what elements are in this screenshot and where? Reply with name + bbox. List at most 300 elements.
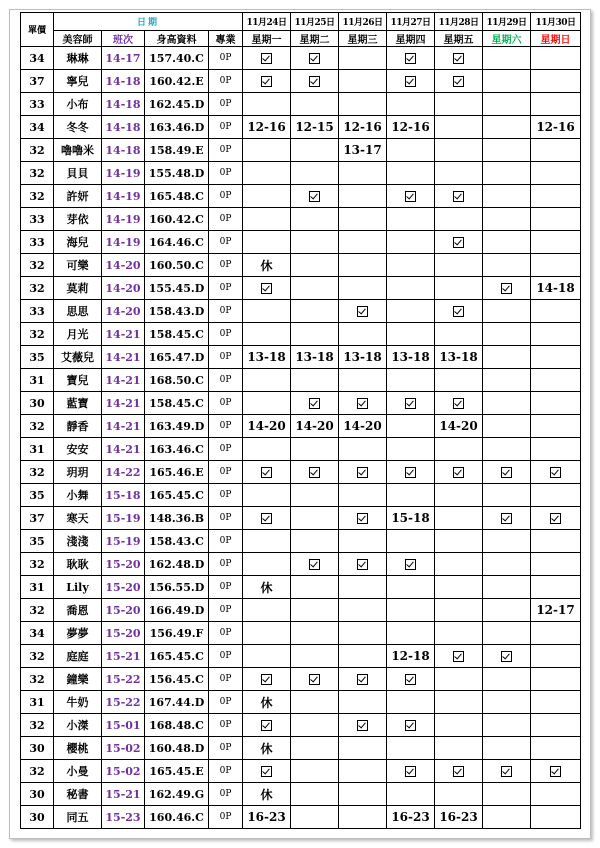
checkbox-checked-icon — [309, 559, 320, 570]
day-cell — [243, 47, 291, 70]
class-cell: 15-21 — [102, 645, 145, 668]
day-cell — [339, 599, 387, 622]
day-cell — [387, 599, 435, 622]
class-cell: 14-21 — [102, 438, 145, 461]
table-row — [21, 530, 581, 553]
class-cell: 15-02 — [102, 737, 145, 760]
day-cell — [243, 162, 291, 185]
header-name: 美容師 — [54, 31, 102, 47]
checkbox-checked-icon — [357, 720, 368, 731]
class-cell: 15-01 — [102, 714, 145, 737]
day-cell — [483, 392, 531, 415]
day-cell — [435, 139, 483, 162]
price-cell: 33 — [21, 231, 54, 254]
price-cell: 34 — [21, 116, 54, 139]
special-cell: 0P — [209, 553, 243, 576]
day-cell: 12-17 — [531, 599, 581, 622]
name-cell: 小布 — [54, 93, 102, 116]
table-row — [21, 392, 581, 415]
body-cell: 155.45.D — [145, 277, 209, 300]
day-cell — [291, 599, 339, 622]
checkbox-checked-icon — [261, 513, 272, 524]
day-cell: 14-18 — [531, 277, 581, 300]
day-cell — [435, 231, 483, 254]
day-cell — [483, 645, 531, 668]
day-cell — [435, 599, 483, 622]
name-cell: 月光 — [54, 323, 102, 346]
day-cell — [531, 714, 581, 737]
day-cell: 13-18 — [339, 346, 387, 369]
day-cell — [435, 645, 483, 668]
name-cell: 許妍 — [54, 185, 102, 208]
class-cell: 14-21 — [102, 346, 145, 369]
special-cell: 0P — [209, 369, 243, 392]
table-row — [21, 116, 581, 139]
day-cell — [483, 806, 531, 829]
special-cell: 0P — [209, 116, 243, 139]
name-cell: 牛奶 — [54, 691, 102, 714]
day-cell — [387, 783, 435, 806]
body-cell: 156.49.F — [145, 622, 209, 645]
day-cell — [435, 116, 483, 139]
class-cell: 14-19 — [102, 162, 145, 185]
day-cell — [435, 576, 483, 599]
day-cell — [291, 323, 339, 346]
body-cell: 165.46.E — [145, 461, 209, 484]
body-cell: 163.46.C — [145, 438, 209, 461]
table-row — [21, 346, 581, 369]
header-date: 11月27日 — [387, 13, 435, 31]
day-cell — [483, 139, 531, 162]
checkbox-checked-icon — [309, 398, 320, 409]
special-cell: 0P — [209, 576, 243, 599]
class-cell: 15-23 — [102, 806, 145, 829]
day-cell: 休 — [243, 254, 291, 277]
day-cell — [435, 461, 483, 484]
name-cell: 可樂 — [54, 254, 102, 277]
day-cell — [291, 760, 339, 783]
day-cell — [531, 737, 581, 760]
special-cell: 0P — [209, 484, 243, 507]
special-cell: 0P — [209, 438, 243, 461]
day-cell — [435, 369, 483, 392]
day-cell — [435, 185, 483, 208]
day-cell — [435, 553, 483, 576]
day-cell — [435, 323, 483, 346]
body-cell: 158.43.D — [145, 300, 209, 323]
special-cell: 0P — [209, 185, 243, 208]
day-cell — [339, 369, 387, 392]
name-cell: 寧兒 — [54, 70, 102, 93]
day-cell — [339, 438, 387, 461]
price-cell: 32 — [21, 760, 54, 783]
special-cell: 0P — [209, 806, 243, 829]
class-cell: 15-18 — [102, 484, 145, 507]
day-cell — [483, 576, 531, 599]
day-cell — [291, 714, 339, 737]
class-cell: 14-17 — [102, 47, 145, 70]
name-cell: 庭庭 — [54, 645, 102, 668]
header-weekday: 星期三 — [339, 31, 387, 47]
checkbox-checked-icon — [405, 398, 416, 409]
price-cell: 34 — [21, 622, 54, 645]
day-cell — [339, 461, 387, 484]
price-cell: 30 — [21, 783, 54, 806]
day-cell — [291, 47, 339, 70]
day-cell — [387, 461, 435, 484]
checkbox-checked-icon — [405, 674, 416, 685]
day-cell — [435, 622, 483, 645]
day-cell — [483, 70, 531, 93]
day-cell: 14-20 — [291, 415, 339, 438]
table-row — [21, 599, 581, 622]
table-row — [21, 231, 581, 254]
table-row — [21, 254, 581, 277]
checkbox-checked-icon — [453, 53, 464, 64]
day-cell — [243, 392, 291, 415]
day-cell — [387, 760, 435, 783]
special-cell: 0P — [209, 714, 243, 737]
day-cell — [531, 530, 581, 553]
price-cell: 32 — [21, 553, 54, 576]
name-cell: 芽依 — [54, 208, 102, 231]
day-cell — [291, 70, 339, 93]
body-cell: 160.42.C — [145, 208, 209, 231]
day-cell — [243, 484, 291, 507]
header-date: 11月25日 — [291, 13, 339, 31]
table-row — [21, 668, 581, 691]
day-cell — [435, 277, 483, 300]
checkbox-checked-icon — [357, 559, 368, 570]
name-cell: 琳琳 — [54, 47, 102, 70]
name-cell: 玥玥 — [54, 461, 102, 484]
day-cell — [339, 70, 387, 93]
day-cell — [243, 553, 291, 576]
class-cell: 14-18 — [102, 116, 145, 139]
day-cell — [531, 185, 581, 208]
special-cell: 0P — [209, 162, 243, 185]
day-cell — [243, 208, 291, 231]
day-cell — [243, 93, 291, 116]
header-date: 11月24日 — [243, 13, 291, 31]
day-cell — [531, 323, 581, 346]
day-cell: 16-23 — [243, 806, 291, 829]
header-price: 單價 — [21, 13, 54, 47]
day-cell — [435, 691, 483, 714]
special-cell: 0P — [209, 737, 243, 760]
table-row — [21, 139, 581, 162]
body-cell: 165.45.E — [145, 760, 209, 783]
table-row — [21, 415, 581, 438]
day-cell — [339, 254, 387, 277]
day-cell — [483, 47, 531, 70]
day-cell — [387, 208, 435, 231]
header-weekday-sunday: 星期日 — [531, 31, 581, 47]
day-cell — [387, 691, 435, 714]
checkbox-checked-icon — [309, 467, 320, 478]
price-cell: 37 — [21, 507, 54, 530]
day-cell: 13-17 — [339, 139, 387, 162]
table-row — [21, 208, 581, 231]
day-cell — [243, 185, 291, 208]
day-cell — [435, 484, 483, 507]
name-cell: 小曼 — [54, 760, 102, 783]
name-cell: 淺淺 — [54, 530, 102, 553]
name-cell: 嚕嚕米 — [54, 139, 102, 162]
checkbox-checked-icon — [453, 76, 464, 87]
checkbox-checked-icon — [501, 651, 512, 662]
day-cell — [243, 714, 291, 737]
name-cell: 靜香 — [54, 415, 102, 438]
header-body: 身高資料 — [145, 31, 209, 47]
day-cell: 休 — [243, 576, 291, 599]
class-cell: 15-02 — [102, 760, 145, 783]
day-cell: 14-20 — [243, 415, 291, 438]
day-cell — [291, 806, 339, 829]
day-cell — [483, 346, 531, 369]
name-cell: 喬恩 — [54, 599, 102, 622]
name-cell: Lily — [54, 576, 102, 599]
name-cell: 寒天 — [54, 507, 102, 530]
checkbox-checked-icon — [357, 306, 368, 317]
checkbox-checked-icon — [405, 559, 416, 570]
checkbox-checked-icon — [357, 398, 368, 409]
special-cell: 0P — [209, 645, 243, 668]
day-cell — [483, 277, 531, 300]
name-cell: 藍寶 — [54, 392, 102, 415]
day-cell — [339, 576, 387, 599]
price-cell: 31 — [21, 369, 54, 392]
price-cell: 33 — [21, 208, 54, 231]
day-cell — [339, 737, 387, 760]
body-cell: 160.48.D — [145, 737, 209, 760]
special-cell: 0P — [209, 691, 243, 714]
special-cell: 0P — [209, 622, 243, 645]
day-cell — [387, 300, 435, 323]
day-cell: 休 — [243, 783, 291, 806]
price-cell: 30 — [21, 392, 54, 415]
body-cell: 160.46.C — [145, 806, 209, 829]
special-cell: 0P — [209, 300, 243, 323]
day-cell — [339, 645, 387, 668]
name-cell: 冬冬 — [54, 116, 102, 139]
checkbox-checked-icon — [453, 191, 464, 202]
header-weekday: 星期四 — [387, 31, 435, 47]
checkbox-checked-icon — [550, 467, 561, 478]
day-cell — [291, 438, 339, 461]
class-cell: 14-22 — [102, 461, 145, 484]
table-row — [21, 484, 581, 507]
name-cell: 安安 — [54, 438, 102, 461]
day-cell — [531, 484, 581, 507]
day-cell — [387, 369, 435, 392]
special-cell: 0P — [209, 93, 243, 116]
class-cell: 15-20 — [102, 576, 145, 599]
class-cell: 15-20 — [102, 599, 145, 622]
checkbox-checked-icon — [405, 467, 416, 478]
day-cell: 13-18 — [387, 346, 435, 369]
day-cell — [435, 668, 483, 691]
special-cell: 0P — [209, 208, 243, 231]
day-cell — [531, 300, 581, 323]
day-cell — [531, 691, 581, 714]
day-cell — [291, 277, 339, 300]
day-cell — [531, 645, 581, 668]
table-row — [21, 47, 581, 70]
day-cell — [291, 484, 339, 507]
day-cell — [483, 116, 531, 139]
body-cell: 167.44.D — [145, 691, 209, 714]
day-cell — [531, 139, 581, 162]
day-cell — [531, 415, 581, 438]
body-cell: 163.49.D — [145, 415, 209, 438]
table-row — [21, 737, 581, 760]
day-cell — [531, 70, 581, 93]
body-cell: 158.49.E — [145, 139, 209, 162]
name-cell: 寶兒 — [54, 369, 102, 392]
checkbox-checked-icon — [357, 674, 368, 685]
table-row — [21, 369, 581, 392]
day-cell: 14-20 — [339, 415, 387, 438]
day-cell — [339, 323, 387, 346]
special-cell: 0P — [209, 323, 243, 346]
table-row — [21, 185, 581, 208]
checkbox-checked-icon — [550, 766, 561, 777]
day-cell — [435, 208, 483, 231]
day-cell — [339, 93, 387, 116]
day-cell: 16-23 — [435, 806, 483, 829]
day-cell — [531, 47, 581, 70]
day-cell: 休 — [243, 691, 291, 714]
header-weekday-saturday: 星期六 — [483, 31, 531, 47]
day-cell — [483, 484, 531, 507]
table-row — [21, 93, 581, 116]
day-cell: 12-16 — [339, 116, 387, 139]
day-cell — [435, 760, 483, 783]
day-cell — [435, 254, 483, 277]
day-cell: 13-18 — [435, 346, 483, 369]
name-cell: 莫莉 — [54, 277, 102, 300]
day-cell — [483, 185, 531, 208]
day-cell — [483, 530, 531, 553]
day-cell — [531, 576, 581, 599]
header-date: 11月26日 — [339, 13, 387, 31]
day-cell — [291, 737, 339, 760]
day-cell — [339, 668, 387, 691]
name-cell: 海兒 — [54, 231, 102, 254]
body-cell: 162.49.G — [145, 783, 209, 806]
table-row — [21, 553, 581, 576]
checkbox-checked-icon — [453, 398, 464, 409]
checkbox-checked-icon — [453, 651, 464, 662]
price-cell: 32 — [21, 599, 54, 622]
name-cell: 鐘樂 — [54, 668, 102, 691]
day-cell — [291, 300, 339, 323]
day-cell — [339, 806, 387, 829]
day-cell — [291, 645, 339, 668]
day-cell — [531, 783, 581, 806]
table-row — [21, 806, 581, 829]
day-cell — [387, 93, 435, 116]
day-cell — [483, 231, 531, 254]
day-cell — [291, 553, 339, 576]
checkbox-checked-icon — [453, 766, 464, 777]
price-cell: 31 — [21, 691, 54, 714]
class-cell: 14-18 — [102, 139, 145, 162]
table-row — [21, 760, 581, 783]
day-cell: 12-16 — [387, 116, 435, 139]
day-cell — [387, 162, 435, 185]
checkbox-checked-icon — [453, 306, 464, 317]
class-cell: 14-19 — [102, 231, 145, 254]
table-row — [21, 691, 581, 714]
day-cell — [291, 185, 339, 208]
day-cell — [243, 300, 291, 323]
day-cell — [339, 691, 387, 714]
price-cell: 32 — [21, 645, 54, 668]
checkbox-checked-icon — [261, 283, 272, 294]
day-cell — [339, 760, 387, 783]
price-cell: 32 — [21, 415, 54, 438]
price-cell: 32 — [21, 277, 54, 300]
day-cell — [531, 507, 581, 530]
body-cell: 164.46.C — [145, 231, 209, 254]
day-cell — [483, 93, 531, 116]
day-cell — [291, 254, 339, 277]
special-cell: 0P — [209, 530, 243, 553]
day-cell — [387, 668, 435, 691]
header-weekday: 星期一 — [243, 31, 291, 47]
class-cell: 14-20 — [102, 300, 145, 323]
price-cell: 35 — [21, 346, 54, 369]
class-cell: 14-20 — [102, 254, 145, 277]
day-cell — [387, 714, 435, 737]
checkbox-checked-icon — [405, 53, 416, 64]
body-cell: 158.45.C — [145, 392, 209, 415]
day-cell — [339, 622, 387, 645]
day-cell — [387, 323, 435, 346]
name-cell: 小舞 — [54, 484, 102, 507]
table-row — [21, 277, 581, 300]
class-cell: 14-18 — [102, 70, 145, 93]
checkbox-checked-icon — [309, 191, 320, 202]
day-cell — [339, 507, 387, 530]
header-date: 11月29日 — [483, 13, 531, 31]
day-cell — [291, 162, 339, 185]
day-cell — [531, 760, 581, 783]
day-cell — [387, 185, 435, 208]
checkbox-checked-icon — [453, 467, 464, 478]
day-cell — [339, 783, 387, 806]
class-cell: 14-18 — [102, 93, 145, 116]
day-cell — [387, 70, 435, 93]
day-cell: 休 — [243, 737, 291, 760]
day-cell — [339, 47, 387, 70]
price-cell: 30 — [21, 806, 54, 829]
class-cell: 15-19 — [102, 507, 145, 530]
day-cell — [243, 461, 291, 484]
day-cell — [339, 553, 387, 576]
day-cell — [243, 760, 291, 783]
table-row — [21, 162, 581, 185]
table-row — [21, 461, 581, 484]
price-cell: 32 — [21, 162, 54, 185]
special-cell: 0P — [209, 231, 243, 254]
day-cell — [243, 70, 291, 93]
table-row — [21, 622, 581, 645]
price-cell: 32 — [21, 254, 54, 277]
day-cell — [483, 622, 531, 645]
